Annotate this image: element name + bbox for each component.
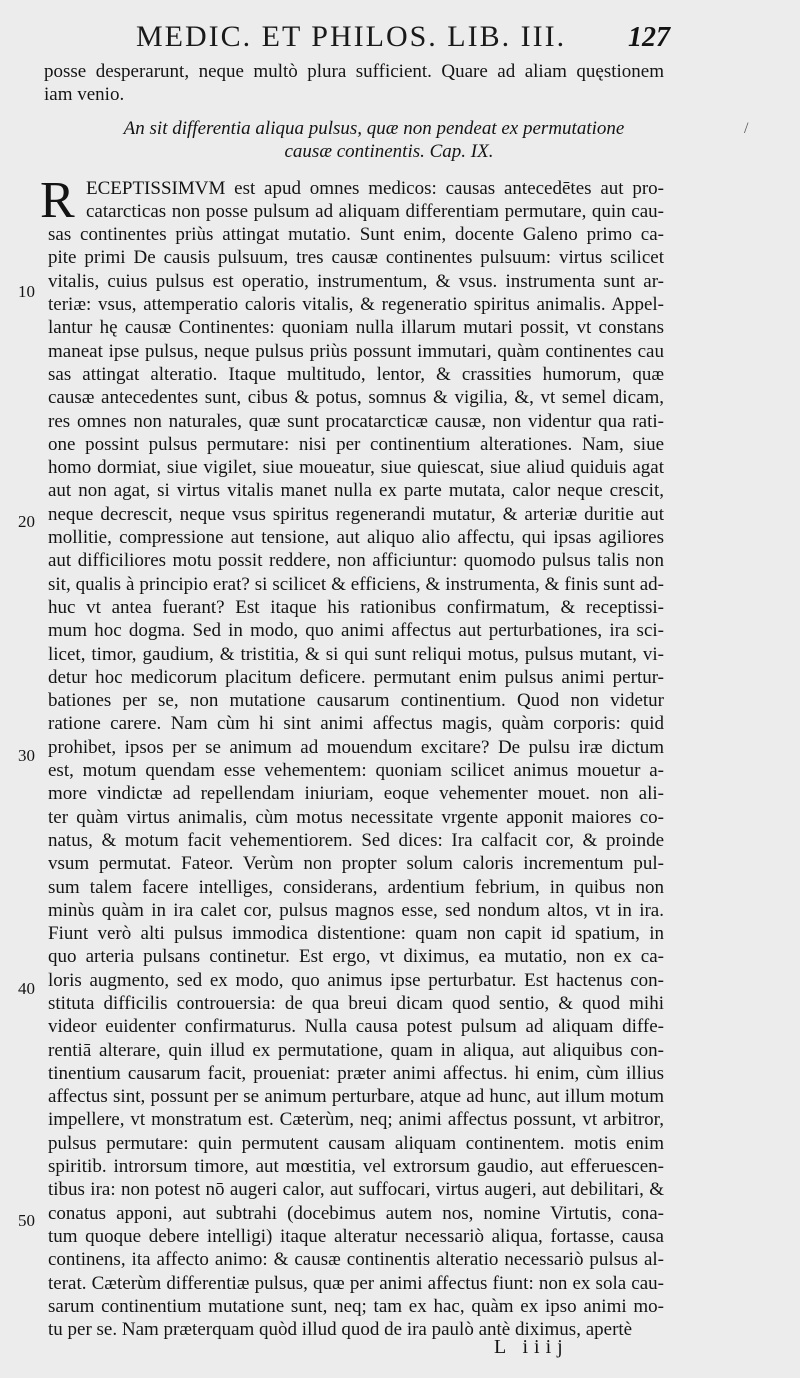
body-line: rentiā alterare, quin illud ex permutatione, quam in aliqua, aut aliquibus con- — [48, 1039, 664, 1061]
chapter-subtitle: causæ continentis. Cap. IX. — [284, 140, 494, 162]
body-line: tu per se. Nam præterquam quòd illud quod de ira paulò antè diximus, apertè — [48, 1319, 633, 1341]
body-first-line: ECEPTISSIMVM est apud omnes medicos: causas antecedētes aut pro- — [86, 177, 664, 199]
body-line: natus, & motum facit vehementiorem. Sed dices: Ira calfacit cor, & proinde — [48, 829, 664, 851]
page-number: 127 — [628, 22, 670, 53]
body-line: tibus ira: non potest nō augeri calor, aut suffocari, virtus augeri, aut debilitari, & — [48, 1179, 664, 1201]
body-line: vsum permutat. Fateor. Verùm non propter solum caloris incrementum pul- — [48, 853, 664, 875]
body-line: sas continentes priùs attingat mutatio. Sunt enim, docente Galeno primo ca- — [48, 224, 664, 246]
chapter-title: An sit differentia aliqua pulsus, quæ non pendeat ex permutatione — [123, 117, 625, 139]
body-line: licet, timor, gaudium, & tristitia, & si qui sunt reliqui motus, pulsus mutant, vi- — [48, 643, 664, 665]
body-line: more vindictæ ad repellendam iniuriam, eoque vehementer mouet. non ali- — [48, 783, 664, 805]
margin-line-number: 50 — [18, 1211, 35, 1230]
body-line: prohibet, ipsos per se animum ad mouendum excitare? De pulsu iræ dictum — [48, 736, 664, 758]
body-line: Fiunt verò alti pulsus immodica distentione: quam non capit id spatium, in — [48, 923, 664, 945]
drop-cap: R — [40, 171, 75, 229]
body-line: one possint pulsus permutare: nisi per continentium alterationes. Nam, siue — [48, 433, 664, 455]
margin-line-number: 20 — [18, 512, 35, 531]
signature-mark: L iiij — [494, 1336, 569, 1358]
body-line: impellere, vt monstratum est. Cæterùm, neq; animi affectus possunt, vt arbitror, — [48, 1109, 664, 1131]
body-line: vitalis, cuius pulsus est operatio, instrumentum, & vsus. instrumenta sunt ar- — [48, 270, 664, 292]
body-line: lantur hę causæ Continentes: quoniam nulla illarum mutari possit, vt constans — [48, 317, 664, 339]
body-line: tum quoque debere intelligi) itaque alteratur necessariò aliqua, fortasse, causa — [48, 1225, 664, 1247]
margin-line-number: 10 — [18, 282, 35, 301]
body-line: aut non agat, si virtus vitalis manet nulla ex parte mutata, calor neque crescit, — [48, 480, 664, 502]
body-line: sum talem facere intelliges, considerans, ardentium febrium, in quibus non — [48, 876, 664, 898]
body-line: causæ antecedentes sunt, cibus & potus, somnus & vigilia, &, vt semel dicam, — [48, 387, 664, 409]
body-line: est, motum quendam esse vehementem: quoniam scilicet animus mouetur a- — [48, 760, 664, 782]
body-line: ter quàm virtus animalis, cùm motus necessitate vrgente apponit maiores co- — [48, 806, 664, 828]
body-line: continens, ita affecto animo: & causæ continentis alteratio necessariò pulsus al- — [48, 1249, 664, 1271]
body-line: detur hoc medicorum placitum deficere. permutant enim pulsus animi pertur- — [48, 666, 664, 688]
body-line: pulsus permutare: quin permutent causam aliquam continentem. motis enim — [48, 1132, 664, 1154]
text-block — [40, 60, 664, 1341]
body-line: spiritib. introrsum timore, aut mœstitia, vel extrorsum gaudio, aut efferuescen- — [48, 1156, 664, 1178]
body-line: terat. Cæterùm differentiæ pulsus, quæ per animi affectus fiunt: non ex sola cau- — [48, 1272, 664, 1294]
body-line: conatus apponi, aut subtrahi (docebimus autem nos, nomine Virtutis, cona- — [48, 1202, 664, 1224]
body-line: res omnes non naturales, quæ sunt procatarcticæ causæ, non videntur qua rati- — [48, 410, 664, 432]
body-line: quo arteria pulsans continetur. Est ergo, vt diximus, ea mutatio, non ex ca- — [48, 946, 664, 968]
running-head: MEDIC. ET PHILOS. LIB. III. — [136, 20, 567, 53]
body-line: huc vt antea fuerant? Est itaque his rationibus confirmatum, & receptissi- — [48, 596, 664, 618]
body-line: pite primi De causis pulsuum, tres causæ continentes pulsuum: virtus scilicet — [48, 247, 664, 269]
body-line: minùs quàm in ira calet cor, pulsus magnos esse, sed nondum altos, vt in ira. — [48, 899, 664, 921]
body-line: mum hoc dogma. Sed in modo, quo animi affectus aut perturbationes, ira sci- — [48, 620, 664, 642]
body-line: mollitie, compressione aut tensione, aut aliquo alio affectu, qui ipsas agiliores — [48, 527, 664, 549]
margin-scratch: / — [744, 120, 749, 137]
body-line: tinentium causarum facit, proueniat: præter animi affectus. hi enim, cùm illius — [48, 1062, 664, 1084]
body-line: teriæ: vsus, attemperatio caloris vitalis, & regeneratio spiritus animalis. Appel- — [48, 294, 664, 316]
body-line: loris augmento, sed ex modo, quo animus ipse perturbatur. Est hactenus con- — [48, 969, 664, 991]
body-line: affectus sint, possunt per se animum perturbare, atque ad hunc, aut illum motum — [48, 1086, 664, 1108]
body-line: ratione carere. Nam cùm hi sint animi affectus magis, quàm corporis: quid — [48, 713, 664, 735]
margin-line-number: 30 — [18, 746, 35, 765]
body-line: homo dormiat, siue vigilet, siue moueatur, siue quiescat, siue aliud quiduis agat — [48, 457, 664, 479]
body-line: sas attingat alteratio. Itaque multitudo, lentor, & crassities humorum, quæ — [48, 363, 664, 385]
body-line: catarcticas non posse pulsum ad aliquam differentiam permutare, quin cau- — [86, 200, 664, 222]
intro-line: posse desperarunt, neque multò plura sufficient. Quare ad aliam quęstionem — [44, 61, 664, 82]
body-line: videor euidenter confirmaturus. Nulla causa potest pulsum ad aliquam diffe- — [48, 1016, 664, 1038]
body-line: sit, qualis à principio erat? si scilicet & efficiens, & instrumenta, & finis sunt ad- — [48, 573, 664, 595]
body-line: sarum continentium mutatione sunt, neq; tam ex hac, quàm ex ipso animi mo- — [48, 1295, 664, 1317]
body-line: neque decrescit, neque vsus spiritus regenerandi mutatur, & arteriæ duritie aut — [48, 503, 664, 525]
page-header — [0, 18, 800, 58]
margin-line-number: 40 — [18, 979, 35, 998]
body-line: aut difficiliores motu possit reddere, non afficiuntur: quomodo pulsus talis non — [48, 550, 664, 572]
body-line: maneat ipse pulsus, neque pulsus priùs possunt immutari, quàm continentes cau — [48, 340, 664, 362]
body-text — [40, 171, 664, 1342]
intro-line: iam venio. — [44, 84, 125, 106]
body-line: bationes per se, non mutatione causarum continentium. Quod non videtur — [48, 690, 664, 712]
body-line: stituta difficilis controuersia: de qua breui dicam quod sentio, & quod mihi — [48, 992, 664, 1014]
